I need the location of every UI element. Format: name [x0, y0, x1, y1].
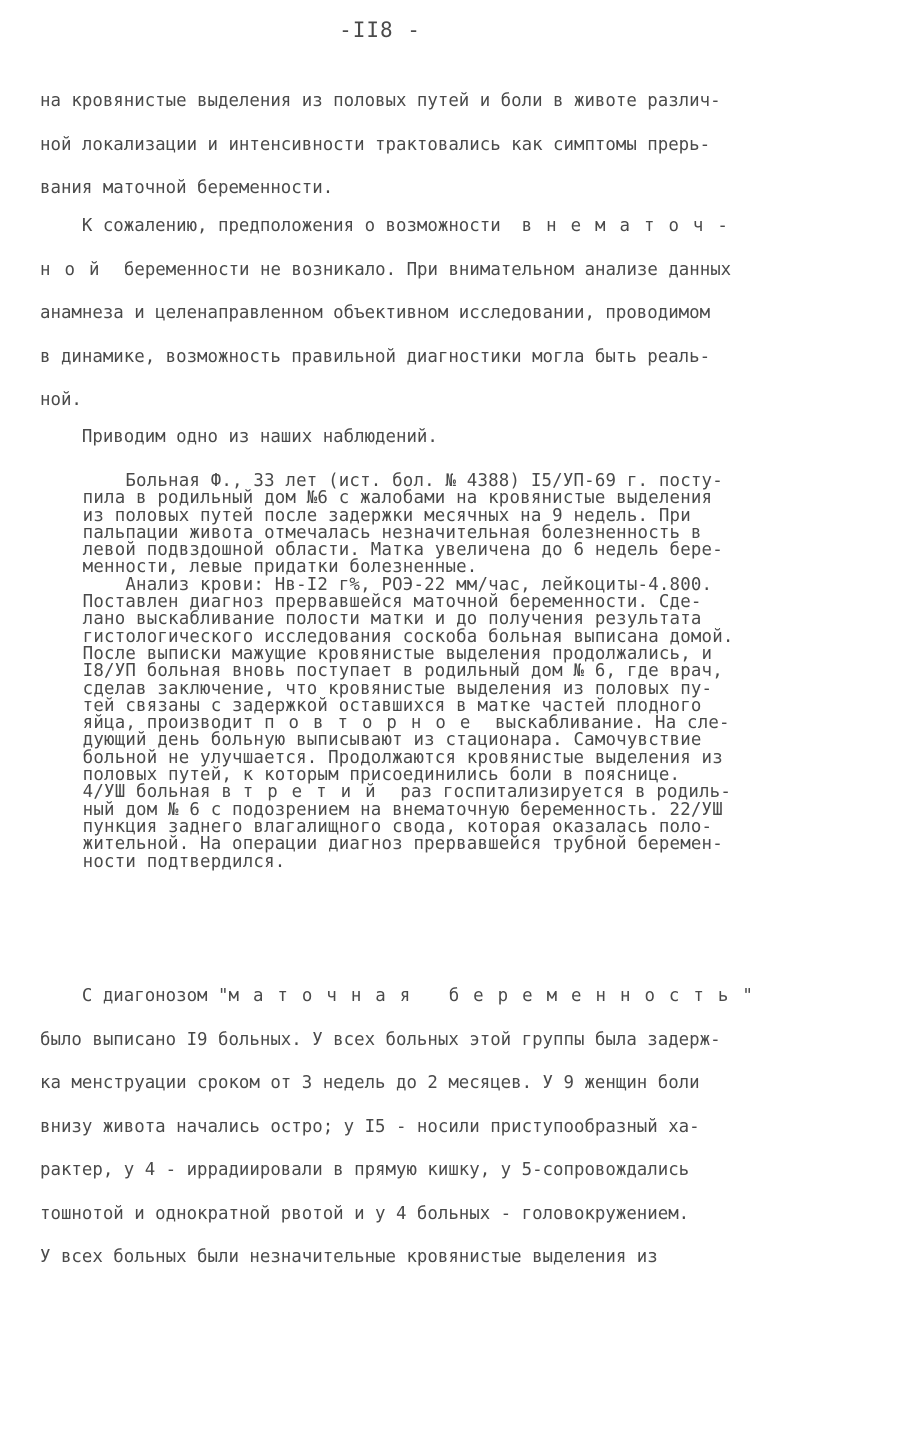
case-report-line: I8/УП больная вновь поступает в родильный дом № 6, где врач,: [40, 661, 723, 682]
case-report: [40, 473, 890, 871]
spaced-emphasis: ной: [40, 259, 114, 280]
case-report-line: дующий день больную выписывают из стационара. Самочувствие: [40, 730, 702, 751]
case-report-line: ный дом № 6 с подозрением на внематочную беременность. 22/УШ: [40, 799, 723, 820]
text-line: ной беременности не возникало. При внимательном анализе данных: [40, 259, 732, 280]
paragraph-3: [40, 975, 890, 1280]
case-report-line: После выписки мажущие кровянистые выделения продолжались, и: [40, 643, 713, 664]
text-line: У всех больных были незначительные кровянистые выделения из: [40, 1247, 658, 1267]
intro-line: Приводим одно из наших наблюдений.: [40, 427, 438, 447]
case-report-line: половых путей, к которым присоединились боли в пояснице.: [40, 765, 681, 786]
case-report-line: тей связаны с задержкой оставшихся в матке частей плодного: [40, 695, 702, 716]
case-report-line: менности, левые придатки болезненные.: [40, 557, 478, 578]
paragraph-1: [40, 80, 890, 211]
case-report-line: гистологического исследования соскоба больная выписана домой.: [40, 626, 734, 647]
case-report-line: пила в родильный дом №6 с жалобами на кровянистые выделения: [40, 488, 713, 509]
case-report-line: 4/УШ больная в третий раз госпитализируется в родиль-: [40, 782, 732, 803]
spaced-emphasis: маточная беременность: [228, 986, 743, 1006]
text-line: в динамике, возможность правильной диагностики могла быть реаль-: [40, 346, 711, 367]
text-line: тошнотой и однократной рвотой и у 4 больных - головокружением.: [40, 1203, 690, 1224]
case-report-line: пальпации живота отмечалась незначительная болезненность в: [40, 522, 702, 543]
case-report-line: сделав заключение, что кровянистые выделения из половых пу-: [40, 678, 713, 699]
text-line: ной.: [40, 390, 82, 410]
case-report-line: ности подтвердился.: [40, 851, 286, 872]
case-report-line: жительной. На операции диагноз прервавшейся трубной беремен-: [40, 834, 723, 855]
case-report-line: Анализ крови: Нв-I2 г%, РОЭ-22 мм/час, лейкоциты-4.800.: [40, 574, 713, 595]
text-line: вания маточной беременности.: [40, 178, 334, 198]
case-report-line: из половых путей после задержки месячных на 9 недель. При: [40, 505, 691, 526]
text-line: внизу живота начались остро; у I5 - носили приступообразный ха-: [40, 1116, 700, 1137]
spaced-emphasis: внематоч-: [521, 216, 742, 236]
text-line: на кровянистые выделения из половых путей и боли в животе различ-: [40, 91, 721, 111]
case-report-line: пункция заднего влагалищного свода, которая оказалась поло-: [40, 816, 713, 837]
case-report-line: больной не улучшается. Продолжаются кровянистые выделения из: [40, 747, 723, 768]
spaced-emphasis: третий: [242, 782, 390, 803]
text-line: рактер, у 4 - иррадиировали в прямую кишку, у 5-сопровождались: [40, 1160, 690, 1180]
text-line: анамнеза и целенаправленном объективном исследовании, проводимом: [40, 303, 711, 323]
paragraph-2: [40, 205, 890, 423]
page-number: -II8 -: [339, 18, 421, 42]
case-report-line: левой подвздошной области. Матка увеличена до 6 недель бере-: [40, 540, 723, 561]
text-line: ка менструации сроком от 3 недель до 2 месяцев. У 9 женщин боли: [40, 1073, 700, 1093]
case-report-line: Поставлен диагноз прервавшейся маточной беременности. Сде-: [40, 592, 702, 613]
text-line: К сожалению, предположения о возможности внематоч-: [40, 216, 742, 236]
text-line: С диагонозом "маточная беременность": [40, 986, 753, 1006]
case-report-line: Больная Ф., 33 лет (ист. бол. № 4388) I5/УП-69 г. посту-: [40, 471, 723, 491]
case-report-line: лано выскабливание полости матки и до получения результата: [40, 609, 702, 630]
text-line: было выписано I9 больных. У всех больных этой группы была задерж-: [40, 1029, 721, 1050]
text-line: ной локализации и интенсивности трактовались как симптомы прерь-: [40, 134, 711, 155]
intro-line-block: [40, 416, 890, 460]
spaced-emphasis: повторное: [264, 713, 485, 734]
case-report-line: яйца, производит повторное выскабливание. На сле-: [40, 713, 730, 734]
